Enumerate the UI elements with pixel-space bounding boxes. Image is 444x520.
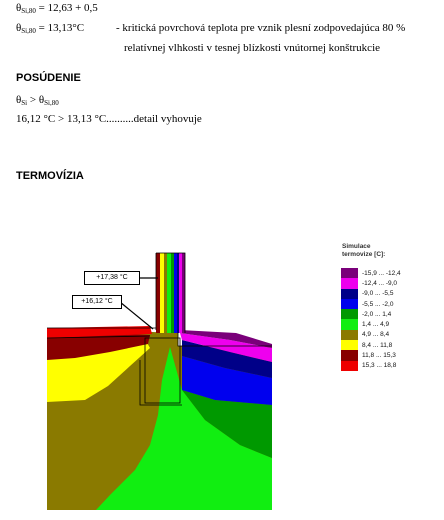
temperature-legend [341, 268, 401, 371]
legend-title [342, 243, 385, 259]
legend-swatch [341, 350, 358, 360]
legend-row [341, 319, 401, 329]
theta-symbol: θ [16, 2, 22, 14]
thermovision-heading: TERMOVÍZIA [16, 170, 84, 182]
legend-range-label: 4,9 ... 8,4 [362, 331, 390, 339]
legend-swatch [341, 278, 358, 288]
legend-swatch [341, 330, 358, 340]
legend-swatch [341, 319, 358, 329]
legend-row [341, 350, 401, 360]
legend-range-label: -12,4 ... -9,0 [362, 279, 398, 287]
legend-swatch [341, 361, 358, 371]
wall-layer-yellow [160, 253, 164, 333]
theta-subscript: Si [21, 99, 28, 107]
callout-top-temperature: +17,38 °C [84, 271, 140, 285]
legend-range-label: -2,0 ... 1,4 [362, 310, 392, 318]
legend-swatch [341, 309, 358, 319]
legend-row [341, 361, 401, 371]
assessment-heading: POSÚDENIE [16, 72, 81, 84]
theta-symbol: θ [16, 22, 22, 34]
theta-si80-sum-value: = 12,63 + 0,5 [35, 2, 98, 14]
legend-swatch [341, 340, 358, 350]
wall-layer-olive [164, 253, 167, 333]
note-line-1: - kritická povrchová teplota pre vznik plesní zodpovedajúca 80 % [116, 22, 406, 34]
legend-row [341, 299, 401, 309]
legend-range-label: 11,8 ... 15,3 [362, 352, 396, 360]
wall-layer-blue [174, 253, 177, 333]
wall-layer-navy [177, 253, 179, 333]
legend-row [341, 330, 401, 340]
legend-title-line-2: termovize [C]: [342, 251, 386, 258]
theta-subscript: Si,80 [21, 27, 36, 35]
wall-layer-darkred [156, 253, 160, 333]
wall-layer-green [167, 253, 171, 333]
callout-bottom-leader [120, 302, 153, 329]
legend-row [341, 278, 401, 288]
legend-swatch [341, 299, 358, 309]
legend-row [341, 340, 401, 350]
legend-range-label: 1,4 ... 4,9 [362, 321, 390, 329]
theta-subscript: Si,80 [21, 7, 36, 15]
legend-row [341, 268, 401, 278]
callout-bottom-temperature: +16,12 °C [72, 295, 122, 309]
assessment-result: 16,12 °C > 13,13 °C..........detail vyhovuje [16, 113, 202, 125]
legend-title-line-1: Simulace [342, 243, 371, 250]
wall-layer-darkgreen [171, 253, 174, 333]
legend-range-label: 15,3 ... 18,8 [362, 362, 397, 370]
legend-swatch [341, 289, 358, 299]
legend-range-label: -5,5 ... -2,0 [362, 300, 394, 308]
note-line-2: relatívnej vlhkosti v tesnej blízkosti vnútornej konštrukcie [124, 42, 381, 54]
wall-layer-purple [182, 253, 185, 333]
theta-symbol: θ [38, 94, 45, 106]
wall-layer-magenta [179, 253, 182, 333]
legend-range-label: 8,4 ... 11,8 [362, 341, 393, 349]
legend-swatch [341, 268, 358, 278]
theta-si80-result-value: = 13,13°C [35, 22, 85, 34]
legend-row [341, 309, 401, 319]
legend-row [341, 289, 401, 299]
comparison-operator: > [27, 94, 39, 106]
legend-range-label: -9,0 ... -5,5 [362, 290, 394, 298]
theta-symbol: θ [16, 94, 22, 106]
legend-range-label: -15,9 ... -12,4 [362, 269, 401, 277]
theta-subscript: Si,80 [44, 99, 59, 107]
